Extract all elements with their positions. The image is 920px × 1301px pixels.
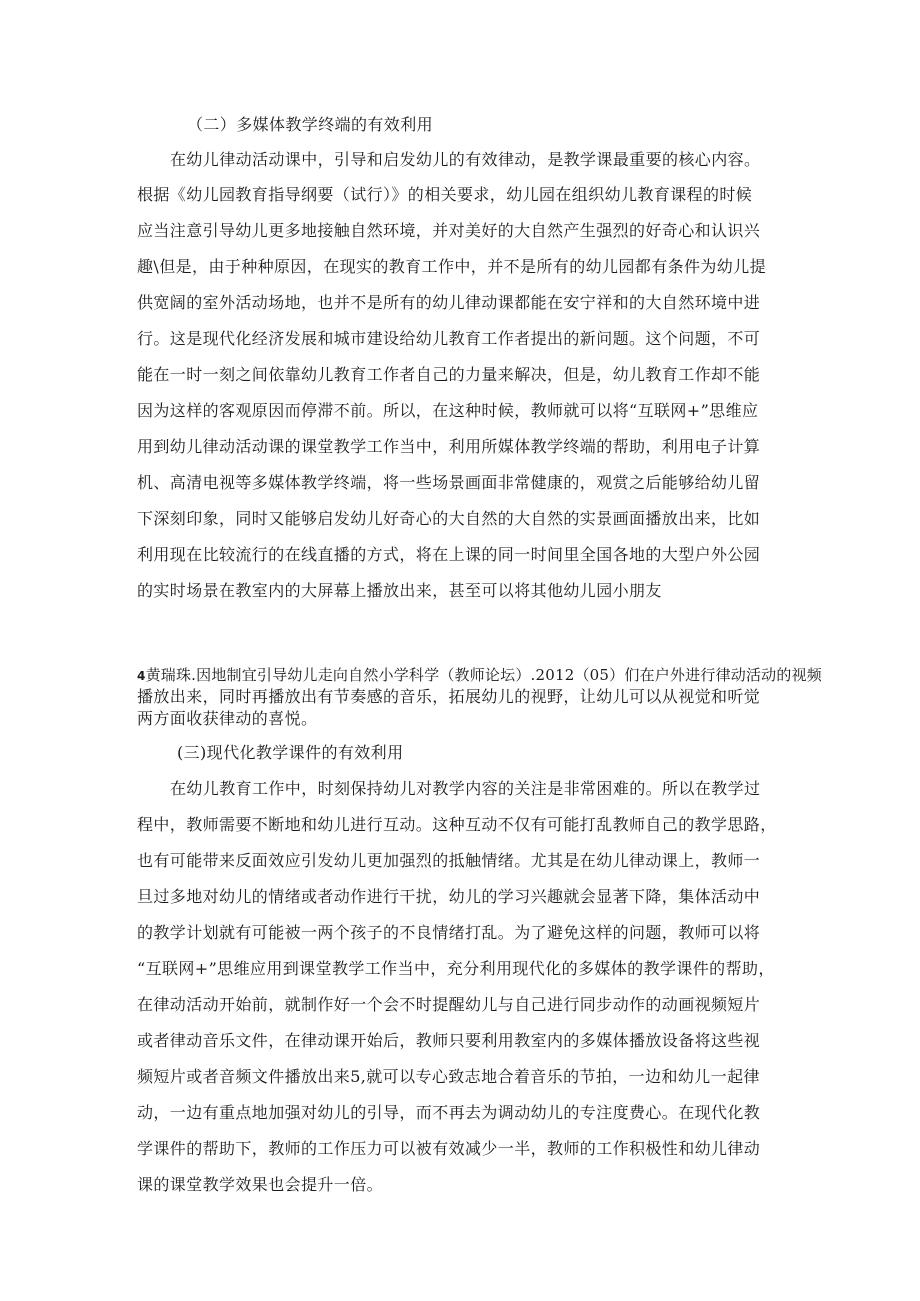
section-heading-3: (三)现代化教学课件的有效利用 bbox=[177, 743, 404, 762]
footnote-citation: 黄瑞珠.因地制宜引导幼儿走向自然小学科学（教师论坛）.2012（05） bbox=[145, 666, 625, 684]
paragraph-line: 播放出来，同时再播放出有节奏感的音乐，拓展幼儿的视野，让幼儿可以从视觉和听觉 bbox=[137, 687, 761, 706]
paragraph-line: 因为这样的客观原因而停滞不前。所以，在这种时候，教师就可以将“互联网+”思维应 bbox=[137, 401, 759, 420]
paragraph-line: 课的课堂教学效果也会提升一倍。 bbox=[137, 1175, 384, 1194]
paragraph-line: 也有可能带来反面效应引发幼儿更加强烈的抵触情绪。尤其是在幼儿律动课上，教师一 bbox=[137, 851, 761, 870]
paragraph-line: 能在一时一刻之间依靠幼儿教育工作者自己的力量来解决，但是，幼儿教育工作却不能 bbox=[137, 365, 761, 384]
paragraph-line: 根据《幼儿园教育指导纲要（试行）》的相关要求，幼儿园在组织幼儿教育课程的时候 bbox=[137, 185, 753, 204]
paragraph-line: 用到幼儿律动活动课的课堂教学工作当中，利用所媒体教学终端的帮助，利用电子计算 bbox=[137, 437, 761, 456]
paragraph-line: 应当注意引导幼儿更多地接触自然环境，并对美好的大自然产生强烈的好奇心和认识兴 bbox=[137, 221, 761, 240]
paragraph-line: 两方面收获律动的喜悦。 bbox=[137, 709, 318, 728]
paragraph-line: 在幼儿律动活动课中，引导和启发幼儿的有效律动，是教学课最重要的核心内容。 bbox=[170, 150, 761, 169]
paragraph-line: 程中，教师需要不断地和幼儿进行互动。这种互动不仅有可能打乱教师自己的教学思路， bbox=[137, 815, 777, 834]
paragraph-line: 学课件的帮助下，教师的工作压力可以被有效减少一半，教师的工作积极性和幼儿律动 bbox=[137, 1139, 761, 1158]
paragraph-line: 的实时场景在教室内的大屏幕上播放出来，甚至可以将其他幼儿园小朋友 bbox=[137, 581, 662, 600]
paragraph-line: 供宽阔的室外活动场地，也并不是所有的幼儿律动课都能在安宁祥和的大自然环境中进 bbox=[137, 293, 761, 312]
paragraph-line: 在律动活动开始前，就制作好一个会不时提醒幼儿与自己进行同步动作的动画视频短片 bbox=[137, 995, 761, 1014]
paragraph-line: 旦过多地对幼儿的情绪或者动作进行干扰，幼儿的学习兴趣就会显著下降，集体活动中 bbox=[137, 887, 761, 906]
section-heading-2: （二）多媒体教学终端的有效利用 bbox=[187, 115, 434, 134]
paragraph-line: 动，一边有重点地加强对幼儿的引导，而不再去为调动幼儿的专注度费心。在现代化教 bbox=[137, 1103, 761, 1122]
paragraph-line: 机、高清电视等多媒体教学终端，将一些场景画面非常健康的，观赏之后能够给幼儿留 bbox=[137, 473, 761, 492]
footnote-continuation: 们在户外进行律动活动的视频 bbox=[624, 666, 822, 684]
paragraph-line: “互联网+”思维应用到课堂教学工作当中，充分利用现代化的多媒体的教学课件的帮助， bbox=[137, 959, 775, 978]
paragraph-line: 行。这是现代化经济发展和城市建设给幼儿教育工作者提出的新问题。这个问题，不可 bbox=[137, 329, 761, 348]
footnote-ref: 4 bbox=[137, 669, 146, 683]
paragraph-line: 或者律动音乐文件，在律动课开始后，教师只要利用教室内的多媒体播放设备将这些视 bbox=[137, 1031, 761, 1050]
paragraph-line: 趣\但是，由于种种原因，在现实的教育工作中，并不是所有的幼儿园都有条件为幼儿提 bbox=[137, 257, 766, 276]
paragraph-line: 在幼儿教育工作中，时刻保持幼儿对教学内容的关注是非常困难的。所以在教学过 bbox=[170, 779, 761, 798]
paragraph-line: 下深刻印象，同时又能够启发幼儿好奇心的大自然的大自然的实景画面播放出来，比如 bbox=[137, 509, 761, 528]
paragraph-line: 利用现在比较流行的在线直播的方式，将在上课的同一时间里全国各地的大型户外公园 bbox=[137, 545, 761, 564]
paragraph-line: 的教学计划就有可能被一两个孩子的不良情绪打乱。为了避免这样的问题，教师可以将 bbox=[137, 923, 761, 942]
paragraph-line: 频短片或者音频文件播放出来5,就可以专心致志地合着音乐的节拍，一边和幼儿一起律 bbox=[137, 1067, 760, 1086]
